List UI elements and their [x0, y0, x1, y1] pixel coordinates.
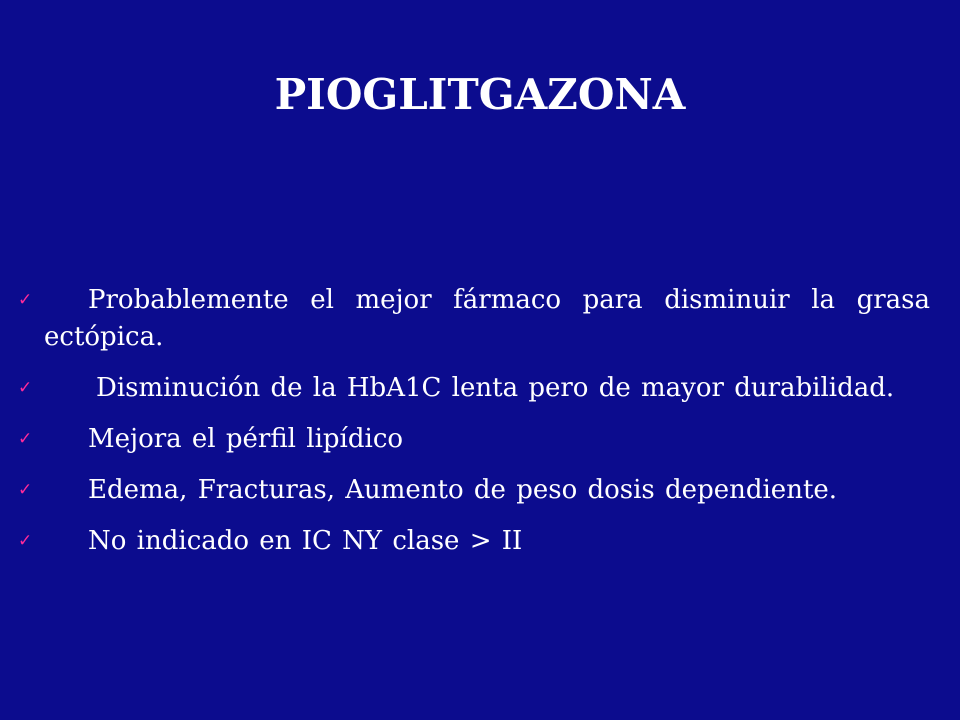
bullet-item — [18, 282, 930, 356]
bullet-item — [18, 370, 930, 407]
bullet-item — [18, 421, 930, 458]
bullet-text: Edema, Fracturas, Aumento de peso dosis dependiente. — [88, 475, 838, 505]
check-icon: ✓ — [18, 531, 33, 551]
check-icon: ✓ — [18, 429, 33, 449]
check-icon: ✓ — [18, 378, 33, 398]
bullet-item — [18, 523, 930, 560]
bullet-text: Disminución de la HbA1C lenta pero de mayor durabilidad. — [96, 373, 895, 403]
bullet-text: Mejora el pérfil lipídico — [88, 424, 404, 454]
slide-title: PIOGLITGAZONA — [274, 70, 686, 119]
bullet-list — [18, 282, 930, 574]
check-icon: ✓ — [18, 480, 33, 500]
bullet-text: Probablemente el mejor fármaco para disminuir la grasa ectópica. — [44, 285, 930, 352]
bullet-item — [18, 472, 930, 509]
bullet-text: No indicado en IC NY clase > II — [88, 526, 523, 556]
check-icon: ✓ — [18, 290, 33, 310]
